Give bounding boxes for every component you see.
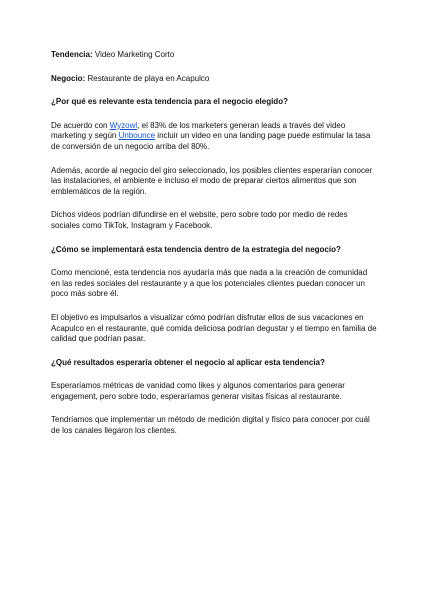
negocio-value: Restaurante de playa en Acapulco: [87, 73, 210, 83]
paragraph-stats: [51, 121, 377, 153]
paragraph-stats-end: incluir un video en una landing page puede estimular la tasa de conversión de un negocio arriba del 80%.: [51, 131, 371, 151]
paragraph-stats-intro: De acuerdo con: [51, 120, 110, 130]
document-page: [51, 50, 377, 450]
tendencia-label: Tendencia:: [51, 50, 93, 59]
paragraph-community: Como mencioné, esta tendencia nos ayudaría más que nada a la creación de comunidad en las redes sociales del restaurante y a que los potenciales clientes puedan conocer un poco más sobre él.: [51, 268, 368, 299]
paragraph-metrics: Esperaríamos métricas de vanidad como likes y algunos comentarios para generar engagement, pero sobre todo, esperaríamos generar visitas físicas al restaurante.: [51, 381, 345, 401]
tendencia-field: [51, 50, 377, 61]
paragraph-channels: Dichos videos podrían difundirse en el website, pero sobre todo por medio de redes sociales como TikTok, Instagram y Facebook.: [51, 210, 348, 230]
paragraph-clients: Además, acorde al negocio del giro seleccionado, los posibles clientes esperarían conocer las instalaciones, el ambiente e incluso el modo de preparar ciertos alimentos que son emblemáticos de la región.: [51, 165, 373, 196]
paragraph-objective: El objetivo es impulsarlos a visualizar cómo podrían disfrutar ellos de sus vacaciones en Acapulco en el restaurante, qué comida deliciosa podrían degustar y el tiempo en familia de calidad que podrían pasar.: [51, 312, 377, 344]
question-relevance: ¿Por qué es relevante esta tendencia para el negocio elegido?: [51, 97, 288, 107]
wyzowl-link[interactable]: Wyzowl: [109, 120, 138, 130]
paragraph-stats-middle: , el 83% de los marketers generan leads a través del video marketing y según: [51, 120, 346, 141]
negocio-field: [51, 74, 377, 85]
paragraph-measurement: Tendríamos que implementar un método de medición digital y físico para conocer por cuál de los canales llegaron los clientes.: [51, 415, 370, 436]
negocio-label: Negocio:: [51, 73, 86, 83]
unbounce-link[interactable]: Unbounce: [118, 131, 156, 141]
tendencia-value: Video Marketing Corto: [94, 50, 175, 59]
question-implementation: ¿Cómo se implementará esta tendencia dentro de la estrategia del negocio?: [51, 244, 341, 254]
question-results: ¿Qué resultados esperaría obtener el negocio al aplicar esta tendencia?: [51, 357, 325, 367]
